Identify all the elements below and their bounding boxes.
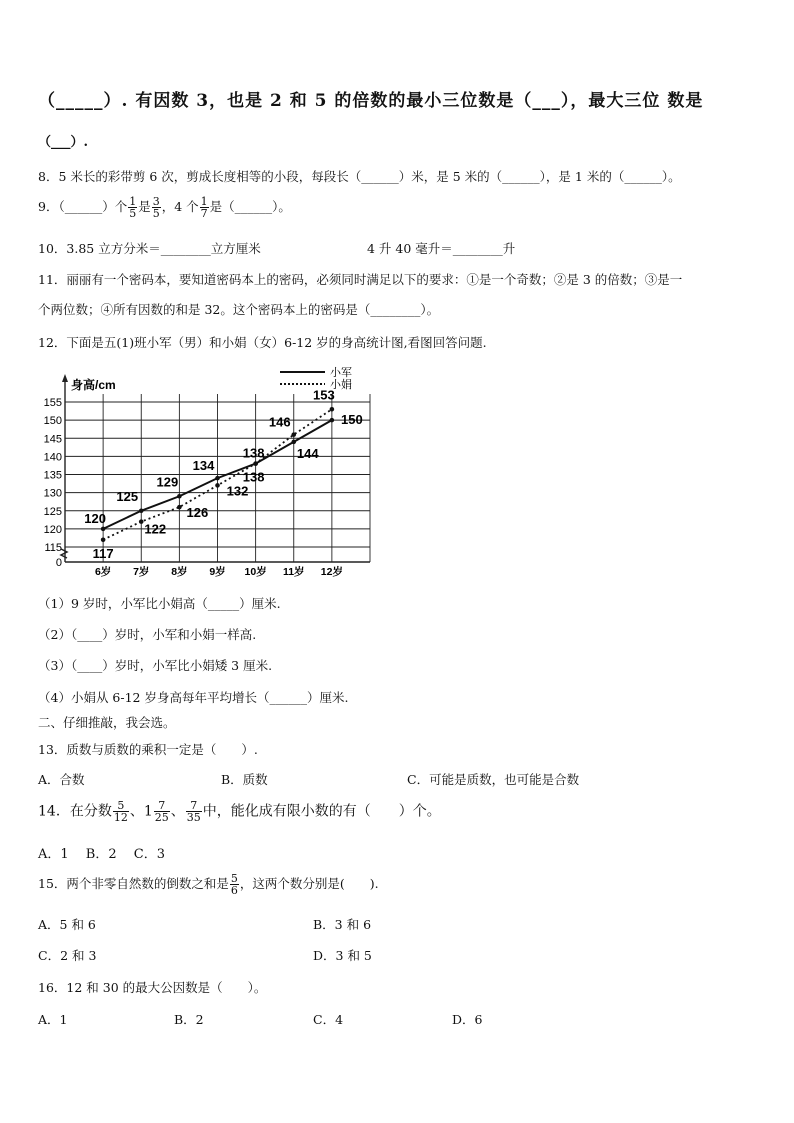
q7-line2: （___）. [38,135,89,150]
y-axis-arrow [62,374,68,382]
y-tick-label: 0 [55,557,62,569]
y-tick-label: 120 [43,523,62,536]
x-tick-label: 11岁 [282,566,305,578]
data-point [139,519,144,524]
q14-options: A．1 B．2 C．3 [38,847,165,862]
data-label: 153 [313,387,335,403]
q10-right: 4 升 40 毫升＝________升 [367,241,516,256]
data-label: 134 [192,458,215,474]
q11-line2: 个两位数；④所有因数的和是 32。这个密码本上的密码是（________）。 [38,302,440,317]
q16-option-b: B．2 [174,1012,204,1027]
q15-post: ，这两个数分别是( ). [239,876,379,891]
q13-option-b: B．质数 [221,772,268,787]
q10-left: 10．3.85 立方分米＝________立方厘米 [38,241,261,256]
q16-option-c: C．4 [313,1012,344,1027]
x-tick-label: 7岁 [133,566,150,578]
q14-pre: 14．在分数 [38,803,112,820]
data-point [139,508,144,513]
q14-post: 中，能化成有限小数的有（ ）个。 [202,803,441,820]
q14-sep1: 、1 [129,803,153,820]
q14-fraction-3: $\frac{7}{35}$ [186,799,201,824]
q9-fraction-1: $\frac{1}{5}$ [129,195,137,220]
q12-sub4: （4）小娟从 6-12 岁身高每年平均增长（______）厘米. [38,690,349,705]
q16-option-d: D．6 [452,1012,483,1027]
data-label: 125 [116,488,139,504]
data-point [101,527,106,532]
q15-option-d: D．3 和 5 [313,948,372,963]
data-point [215,476,220,481]
data-label: 120 [84,510,106,526]
data-label: 117 [92,545,114,561]
q9-mid2: ，4 个 [161,199,199,214]
data-label: 138 [242,469,265,485]
legend-label: 小娟 [330,379,352,391]
q14-fraction-1: $\frac{5}{12}$ [113,799,128,824]
data-label: 138 [242,445,265,461]
x-tick-label: 10岁 [244,566,267,578]
q12-sub3: （3）（____）岁时，小军比小娟矮 3 厘米. [38,658,273,673]
q14-sep2: 、 [170,803,185,820]
q12-stem: 12．下面是五(1)班小军（男）和小娟（女）6-12 岁的身高统计图,看图回答问题. [38,335,487,350]
q15-fraction: $\frac{5}{6}$ [230,872,238,897]
q16-option-a: A．1 [38,1012,68,1027]
data-point [101,537,106,542]
q9-post: 是（______）。 [209,199,291,214]
data-point [253,461,258,466]
y-tick-label: 125 [43,505,62,518]
q8-text: 8．5 米长的彩带剪 6 次，剪成长度相等的小段，每段长（______）米，是 5 米的（______），是 1 米的（______）。 [38,169,681,184]
y-tick-label: 140 [43,451,62,464]
y-tick-label: 135 [43,469,62,482]
data-point [330,407,335,412]
q11-line1: 11．丽丽有一个密码本，要知道密码本上的密码，必须同时满足以下的要求：①是一个奇数；②是 3 的倍数；③是一 [38,272,683,287]
q14-text [38,800,441,823]
data-label: 122 [144,521,167,537]
q9-mid1: 是 [138,199,151,214]
q15-text [38,873,379,896]
data-point [291,432,296,437]
y-tick-label: 145 [43,433,62,446]
data-label: 146 [268,414,291,430]
q16-stem: 16．12 和 30 的最大公因数是（ ）。 [38,980,267,995]
x-tick-label: 6岁 [94,566,112,578]
q12-sub1: （1）9 岁时，小军比小娟高（_____）厘米. [38,596,281,611]
q14-fraction-2: $\frac{7}{25}$ [154,799,169,824]
q13-option-a: A．合数 [38,772,85,787]
q9-fraction-2: $\frac{3}{5}$ [152,195,160,220]
x-tick-label: 8岁 [171,566,188,578]
x-tick-label: 9岁 [209,566,226,578]
data-label: 126 [186,505,209,521]
height-line-chart [30,362,380,582]
q15-option-c: C．2 和 3 [38,948,97,963]
q12-sub2: （2）（____）岁时，小军和小娟一样高. [38,627,257,642]
section-2-heading: 二、仔细推敲，我会选。 [38,715,176,730]
x-tick-label: 12岁 [320,566,343,578]
q15-pre: 15．两个非零自然数的倒数之和是 [38,876,229,891]
legend-label: 小军 [330,367,352,379]
y-tick-label: 155 [43,397,62,409]
data-point [215,483,220,488]
data-label: 129 [156,474,179,490]
q15-option-a: A．5 和 6 [38,917,96,932]
q9-fraction-3: $\frac{1}{7}$ [200,195,208,220]
data-point [330,418,335,423]
data-point [291,440,296,445]
y-tick-label: 130 [43,487,62,500]
q9-text [38,196,291,219]
q13-option-c: C．可能是质数，也可能是合数 [407,772,580,787]
q15-option-b: B．3 和 6 [313,917,372,932]
data-label: 144 [296,445,319,461]
y-tick-label: 150 [43,415,62,428]
data-point [177,494,182,499]
q7-line1: （_____）. 有因数 3，也是 2 和 5 的倍数的最小三位数是（___），最大三位 数是 [38,91,704,111]
data-label: 132 [226,483,249,499]
y-tick-label: 115 [44,542,62,554]
q13-stem: 13．质数与质数的乘积一定是（ ）. [38,742,258,757]
data-label: 150 [341,412,363,428]
q9-pre: 9．（______）个 [38,199,128,214]
data-point [177,505,182,510]
y-axis-label: 身高/cm [71,378,116,392]
